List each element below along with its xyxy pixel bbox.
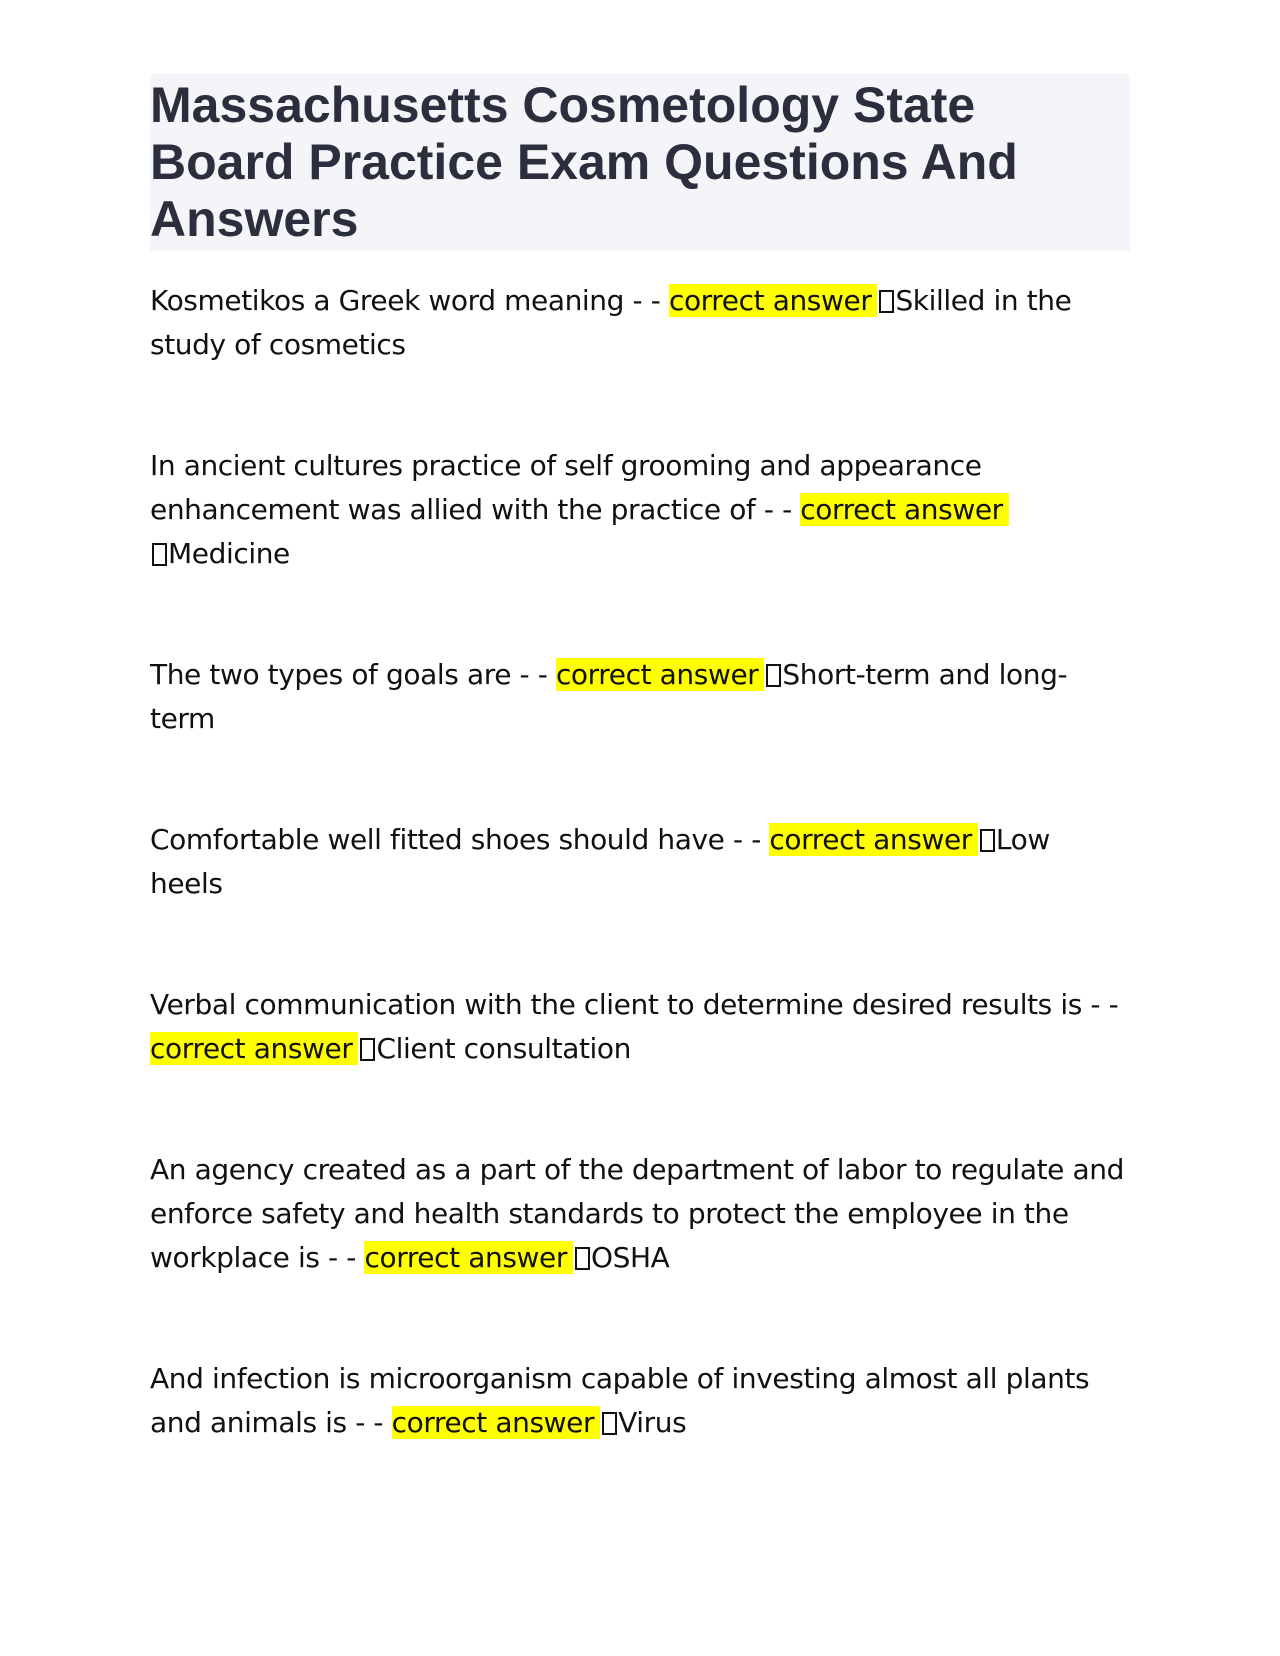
correct-answer-label: correct answer [150, 1032, 358, 1065]
question-text: Comfortable well fitted shoes should have - - [150, 823, 770, 856]
question-text: And infection is microorganism capable of investing almost all plants and animals is - - [150, 1362, 1090, 1439]
missing-glyph-box-icon [766, 664, 781, 687]
qa-item [150, 983, 1130, 1071]
qa-item [150, 1357, 1130, 1445]
missing-glyph-box-icon [879, 290, 894, 313]
correct-answer-label: correct answer [556, 658, 764, 691]
answer-text: Medicine [168, 537, 290, 570]
question-text: An agency created as a part of the department of labor to regulate and enforce safety and health standards to protect the employee in the workplace is - - [150, 1153, 1124, 1274]
document-title: Massachusetts Cosmetology State Board Practice Exam Questions And Answers [150, 77, 1018, 247]
missing-glyph-box-icon [575, 1247, 590, 1270]
qa-item [150, 818, 1130, 906]
answer-text: Low heels [150, 823, 1050, 900]
answer-text: Client consultation [376, 1032, 632, 1065]
qa-item [150, 653, 1130, 741]
correct-answer-label: correct answer [800, 493, 1008, 526]
missing-glyph-box-icon [360, 1038, 375, 1061]
question-text: The two types of goals are - - [150, 658, 556, 691]
answer-text: OSHA [590, 1241, 670, 1274]
missing-glyph-box-icon [980, 829, 995, 852]
answer-text: Virus [618, 1406, 687, 1439]
correct-answer-label: correct answer [364, 1241, 572, 1274]
qa-item [150, 279, 1130, 367]
question-text: Verbal communication with the client to determine desired results is - - [150, 988, 1119, 1021]
qa-item [150, 444, 1130, 576]
document-page [150, 74, 1130, 1522]
correct-answer-label: correct answer [769, 823, 977, 856]
missing-glyph-box-icon [152, 543, 167, 566]
correct-answer-label: correct answer [669, 284, 877, 317]
title-banner [150, 74, 1130, 251]
qa-item [150, 1148, 1130, 1280]
missing-glyph-box-icon [602, 1412, 617, 1435]
answer-text: Skilled in the study of cosmetics [150, 284, 1072, 361]
question-text: Kosmetikos a Greek word meaning - - [150, 284, 669, 317]
question-text: In ancient cultures practice of self grooming and appearance enhancement was allied with the practice of - - [150, 449, 982, 526]
correct-answer-label: correct answer [392, 1406, 600, 1439]
answer-text: Short-term and long-term [150, 658, 1068, 735]
